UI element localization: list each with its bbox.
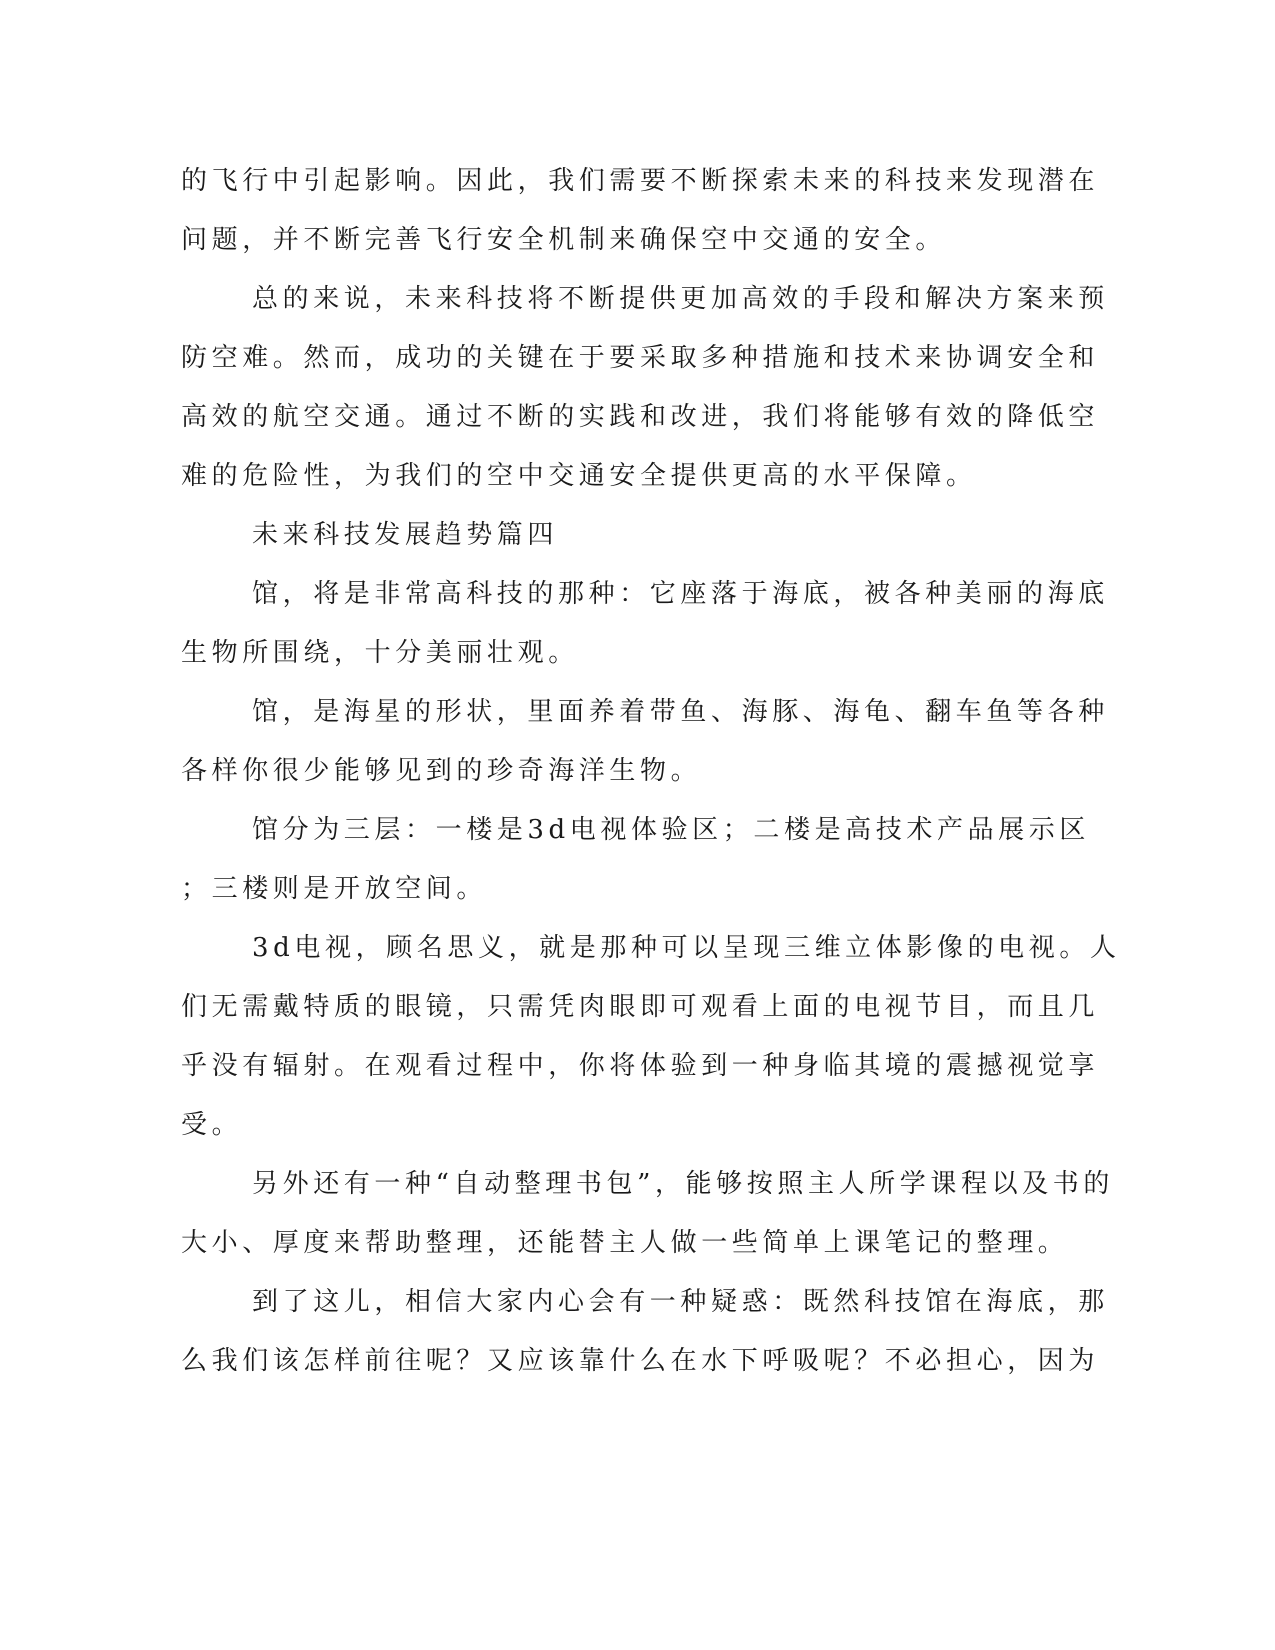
text-line: 难的危险性，为我们的空中交通安全提供更高的水平保障。	[181, 461, 977, 491]
paragraph-start-line: 馆，是海星的形状，里面养着带鱼、海豚、海龟、翻车鱼等各种	[252, 697, 1109, 727]
paragraph-start-line: 馆分为三层：一楼是3d电视体验区；二楼是高技术产品展示区	[252, 815, 1090, 845]
text-line: 生物所围绕，十分美丽壮观。	[181, 638, 579, 668]
text-line: 高效的航空交通。通过不断的实践和改进，我们将能够有效的降低空	[181, 402, 1100, 432]
text-line: 各样你很少能够见到的珍奇海洋生物。	[181, 756, 702, 786]
section-heading: 未来科技发展趋势篇四	[252, 520, 559, 550]
text-line: 大小、厚度来帮助整理，还能替主人做一些简单上课笔记的整理。	[181, 1228, 1069, 1258]
text-line: 乎没有辐射。在观看过程中，你将体验到一种身临其境的震撼视觉享	[181, 1051, 1100, 1081]
paragraph-start-line: 馆，将是非常高科技的那种：它座落于海底，被各种美丽的海底	[252, 579, 1109, 609]
text-line: 受。	[181, 1110, 243, 1140]
text-line: 们无需戴特质的眼镜，只需凭肉眼即可观看上面的电视节目，而且几	[181, 992, 1100, 1022]
text-line: ；三楼则是开放空间。	[181, 874, 488, 904]
paragraph-start-line: 另外还有一种“自动整理书包”，能够按照主人所学课程以及书的	[252, 1169, 1114, 1199]
paragraph-start-line: 3d电视，顾名思义，就是那种可以呈现三维立体影像的电视。人	[252, 933, 1121, 963]
paragraph-start-line: 总的来说，未来科技将不断提供更加高效的手段和解决方案来预	[252, 284, 1109, 314]
paragraph-start-line: 到了这儿，相信大家内心会有一种疑惑：既然科技馆在海底，那	[252, 1287, 1109, 1317]
text-line: 的飞行中引起影响。因此，我们需要不断探索未来的科技来发现潜在	[181, 166, 1100, 196]
text-line: 问题，并不断完善飞行安全机制来确保空中交通的安全。	[181, 225, 947, 255]
text-line: 防空难。然而，成功的关键在于要采取多种措施和技术来协调安全和	[181, 343, 1100, 373]
text-line: 么我们该怎样前往呢？又应该靠什么在水下呼吸呢？不必担心，因为	[181, 1346, 1100, 1376]
